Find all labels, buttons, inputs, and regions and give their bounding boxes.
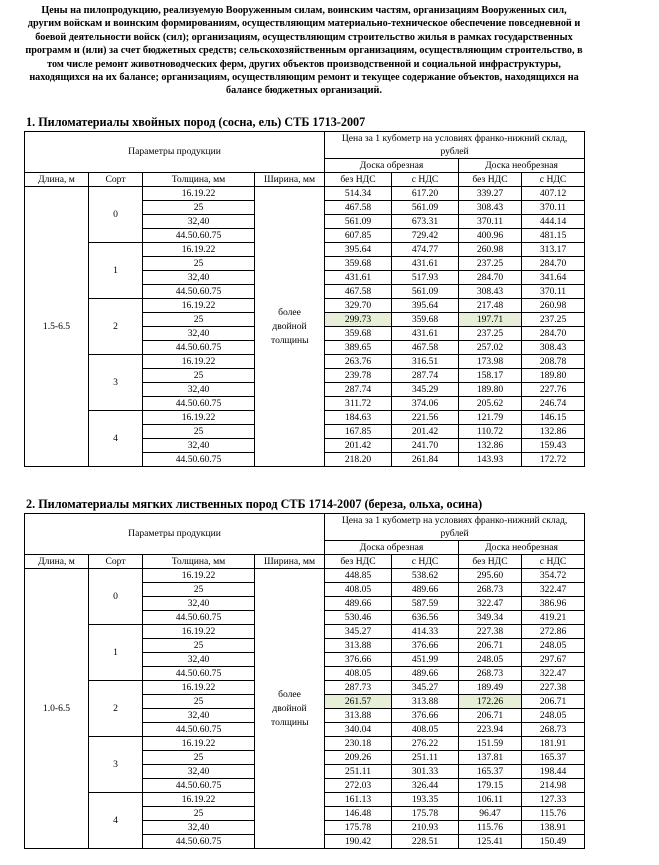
thickness-cell: 32,40: [143, 597, 255, 611]
price-cell: 227.38: [459, 625, 522, 639]
thickness-cell: 25: [143, 695, 255, 709]
edged-with-vat-header: с НДС: [392, 173, 459, 187]
length-cell: 1.5-6.5: [25, 187, 89, 467]
price-cell: 165.37: [522, 751, 585, 765]
price-cell: 206.71: [459, 639, 522, 653]
price-cell: 311.72: [325, 397, 392, 411]
thickness-cell: 44.50.60.75: [143, 397, 255, 411]
price-cell: 132.86: [522, 425, 585, 439]
price-cell: 448.85: [325, 569, 392, 583]
header-row: [25, 132, 585, 159]
price-cell: 158.17: [459, 369, 522, 383]
thickness-cell: 32,40: [143, 383, 255, 397]
thickness-cell: 32,40: [143, 765, 255, 779]
width-value: более двойной толщины: [271, 306, 309, 346]
unedged-with-vat-header: с НДС: [522, 555, 585, 569]
price-cell: 172.72: [522, 453, 585, 467]
price-cell: 165.37: [459, 765, 522, 779]
grade-cell: 3: [89, 355, 143, 411]
thickness-cell: 32,40: [143, 439, 255, 453]
price-cell: 284.70: [522, 257, 585, 271]
width-cell: [255, 569, 325, 849]
price-cell: 313.88: [325, 639, 392, 653]
grade-header: Сорт: [89, 173, 143, 187]
price-cell: 208.78: [522, 355, 585, 369]
thickness-cell: 44.50.60.75: [143, 285, 255, 299]
unedged-no-vat-header: без НДС: [459, 173, 522, 187]
edged-with-vat-header: с НДС: [392, 555, 459, 569]
grade-cell: 2: [89, 681, 143, 737]
price-cell: 241.70: [392, 439, 459, 453]
price-cell: 181.91: [522, 737, 585, 751]
price-cell: 561.09: [392, 201, 459, 215]
price-cell: 481.15: [522, 229, 585, 243]
price-cell: 673.31: [392, 215, 459, 229]
thickness-cell: 25: [143, 425, 255, 439]
price-cell: 359.68: [325, 327, 392, 341]
price-cell: 313.88: [392, 695, 459, 709]
grade-cell: 1: [89, 625, 143, 681]
price-cell: 150.49: [522, 835, 585, 849]
price-cell: 308.43: [522, 341, 585, 355]
price-cell: 370.11: [522, 285, 585, 299]
thickness-cell: 16.19.22: [143, 299, 255, 313]
price-cell: 538.62: [392, 569, 459, 583]
thickness-cell: 25: [143, 201, 255, 215]
price-cell: 395.64: [392, 299, 459, 313]
price-cell: 389.65: [325, 341, 392, 355]
price-cell: 276.22: [392, 737, 459, 751]
grade-header: Сорт: [89, 555, 143, 569]
price-cell: 340.04: [325, 723, 392, 737]
price-cell: 228.51: [392, 835, 459, 849]
price-cell: 218.20: [325, 453, 392, 467]
price-cell: 172.26: [459, 695, 522, 709]
price-cell: 313.17: [522, 243, 585, 257]
thickness-cell: 32,40: [143, 821, 255, 835]
price-cell: 248.05: [522, 639, 585, 653]
table-row: [25, 187, 585, 201]
price-cell: 173.98: [459, 355, 522, 369]
unedged-with-vat-header: с НДС: [522, 173, 585, 187]
section-1-title: 1. Пиломатериалы хвойных пород (сосна, ель) СТБ 1713-2007: [26, 115, 366, 129]
price-cell: 205.62: [459, 397, 522, 411]
price-cell: 217.48: [459, 299, 522, 313]
price-cell: 297.67: [522, 653, 585, 667]
thickness-cell: 25: [143, 369, 255, 383]
price-cell: 175.78: [325, 821, 392, 835]
grade-cell: 0: [89, 187, 143, 243]
price-cell: 407.12: [522, 187, 585, 201]
unedged-no-vat-header: без НДС: [459, 555, 522, 569]
price-cell: 431.61: [325, 271, 392, 285]
price-cell: 489.66: [392, 583, 459, 597]
price-cell: 125.41: [459, 835, 522, 849]
price-cell: 137.81: [459, 751, 522, 765]
params-header: Параметры продукции: [25, 514, 325, 555]
price-cell: 260.98: [459, 243, 522, 257]
length-cell: 1.0-6.5: [25, 569, 89, 849]
price-cell: 359.68: [392, 313, 459, 327]
thickness-cell: 16.19.22: [143, 243, 255, 257]
grade-cell: 4: [89, 793, 143, 849]
price-cell: 251.11: [325, 765, 392, 779]
unedged-board-header: Доска необрезная: [459, 159, 585, 173]
thickness-cell: 25: [143, 257, 255, 271]
price-cell: 248.05: [522, 709, 585, 723]
price-cell: 370.11: [522, 201, 585, 215]
price-cell: 339.27: [459, 187, 522, 201]
thickness-cell: 32,40: [143, 271, 255, 285]
price-cell: 209.26: [325, 751, 392, 765]
thickness-cell: 44.50.60.75: [143, 341, 255, 355]
price-cell: 260.98: [522, 299, 585, 313]
price-cell: 587.59: [392, 597, 459, 611]
price-cell: 210.93: [392, 821, 459, 835]
table-row: [25, 569, 585, 583]
thickness-cell: 44.50.60.75: [143, 453, 255, 467]
price-cell: 206.71: [522, 695, 585, 709]
price-cell: 467.58: [392, 341, 459, 355]
intro-paragraph: Цены на пилопродукцию, реализуемую Вооруженным силам, воинским частям, организациям Вооруженных сил, другим войскам и воинским формированиям, осуществляющим материально-техническое обеспечение повседневной и боевой деятельности войск (сил); организациям, осуществляющим строительство жилья в рамках государственных программ и (или) за счет бюджетных средств; сельскохозяйственным организациям, осуществляющим строительство, в том числе ремонт животноводческих ферм, других объектов производственной и социальной инфраструктуры, находящихся на их балансе; организациям, осуществляющим ремонт и текущее содержание объектов, находящихся на балансе бюджетных организаций.: [25, 5, 583, 97]
length-header: Длина, м: [25, 173, 89, 187]
price-cell: 322.47: [522, 667, 585, 681]
price-cell: 138.91: [522, 821, 585, 835]
price-cell: 326.44: [392, 779, 459, 793]
width-cell: [255, 187, 325, 467]
price-cell: 322.47: [522, 583, 585, 597]
price-cell: 227.76: [522, 383, 585, 397]
price-cell: 284.70: [459, 271, 522, 285]
price-cell: 115.76: [522, 807, 585, 821]
price-cell: 127.33: [522, 793, 585, 807]
price-cell: 193.35: [392, 793, 459, 807]
price-cell: 237.25: [459, 257, 522, 271]
price-cell: 161.13: [325, 793, 392, 807]
price-cell: 287.73: [325, 681, 392, 695]
price-cell: 237.25: [522, 313, 585, 327]
thickness-cell: 25: [143, 807, 255, 821]
price-cell: 345.27: [392, 681, 459, 695]
price-cell: 143.93: [459, 453, 522, 467]
edged-no-vat-header: без НДС: [325, 555, 392, 569]
price-cell: 261.84: [392, 453, 459, 467]
price-cell: 272.03: [325, 779, 392, 793]
price-cell: 467.58: [325, 201, 392, 215]
price-cell: 190.42: [325, 835, 392, 849]
thickness-cell: 16.19.22: [143, 411, 255, 425]
price-cell: 237.25: [459, 327, 522, 341]
header-row: [25, 514, 585, 541]
price-cell: 175.78: [392, 807, 459, 821]
price-cell: 115.76: [459, 821, 522, 835]
price-cell: 251.11: [392, 751, 459, 765]
thickness-cell: 16.19.22: [143, 737, 255, 751]
price-cell: 96.47: [459, 807, 522, 821]
price-cell: 322.47: [459, 597, 522, 611]
price-cell: 146.15: [522, 411, 585, 425]
price-cell: 179.15: [459, 779, 522, 793]
thickness-cell: 16.19.22: [143, 681, 255, 695]
price-cell: 261.57: [325, 695, 392, 709]
grade-cell: 1: [89, 243, 143, 299]
price-cell: 395.64: [325, 243, 392, 257]
thickness-cell: 44.50.60.75: [143, 723, 255, 737]
price-cell: 444.14: [522, 215, 585, 229]
thickness-cell: 32,40: [143, 653, 255, 667]
price-cell: 287.74: [392, 369, 459, 383]
grade-cell: 0: [89, 569, 143, 625]
price-cell: 110.72: [459, 425, 522, 439]
price-cell: 272.86: [522, 625, 585, 639]
price-cell: 345.29: [392, 383, 459, 397]
price-cell: 517.93: [392, 271, 459, 285]
price-table-hardwood: [24, 513, 585, 849]
price-cell: 227.38: [522, 681, 585, 695]
thickness-cell: 25: [143, 639, 255, 653]
thickness-cell: 44.50.60.75: [143, 611, 255, 625]
price-cell: 514.34: [325, 187, 392, 201]
thickness-header: Толщина, мм: [143, 555, 255, 569]
price-cell: 221.56: [392, 411, 459, 425]
price-header: Цена за 1 кубометр на условиях франко-нижний склад, рублей: [325, 514, 585, 541]
price-cell: 474.77: [392, 243, 459, 257]
price-cell: 329.70: [325, 299, 392, 313]
price-cell: 198.44: [522, 765, 585, 779]
price-cell: 316.51: [392, 355, 459, 369]
price-cell: 263.76: [325, 355, 392, 369]
price-cell: 431.61: [392, 257, 459, 271]
grade-cell: 2: [89, 299, 143, 355]
price-cell: 636.56: [392, 611, 459, 625]
price-cell: 419.21: [522, 611, 585, 625]
price-cell: 230.18: [325, 737, 392, 751]
thickness-cell: 44.50.60.75: [143, 667, 255, 681]
price-cell: 617.20: [392, 187, 459, 201]
price-cell: 268.73: [459, 583, 522, 597]
thickness-cell: 32,40: [143, 215, 255, 229]
thickness-cell: 16.19.22: [143, 569, 255, 583]
price-cell: 308.43: [459, 201, 522, 215]
thickness-cell: 44.50.60.75: [143, 835, 255, 849]
price-cell: 159.43: [522, 439, 585, 453]
price-cell: 301.33: [392, 765, 459, 779]
thickness-cell: 25: [143, 751, 255, 765]
length-header: Длина, м: [25, 555, 89, 569]
edged-no-vat-header: без НДС: [325, 173, 392, 187]
price-cell: 246.74: [522, 397, 585, 411]
price-cell: 374.06: [392, 397, 459, 411]
price-cell: 489.66: [392, 667, 459, 681]
price-cell: 359.68: [325, 257, 392, 271]
price-cell: 106.11: [459, 793, 522, 807]
thickness-cell: 16.19.22: [143, 625, 255, 639]
header-row: [25, 555, 585, 569]
price-cell: 308.43: [459, 285, 522, 299]
price-cell: 201.42: [392, 425, 459, 439]
price-cell: 376.66: [325, 653, 392, 667]
unedged-board-header: Доска необрезная: [459, 541, 585, 555]
grade-cell: 3: [89, 737, 143, 793]
width-header: Ширина, мм: [255, 173, 325, 187]
price-cell: 295.60: [459, 569, 522, 583]
price-cell: 561.09: [325, 215, 392, 229]
section-2-title: 2. Пиломатериалы мягких лиственных пород СТБ 1714-2007 (береза, ольха, осина): [26, 497, 483, 511]
price-table-softwood: [24, 131, 585, 467]
price-cell: 287.74: [325, 383, 392, 397]
thickness-cell: 16.19.22: [143, 355, 255, 369]
edged-board-header: Доска обрезная: [325, 541, 459, 555]
price-cell: 729.42: [392, 229, 459, 243]
price-cell: 489.66: [325, 597, 392, 611]
price-cell: 354.72: [522, 569, 585, 583]
price-cell: 223.94: [459, 723, 522, 737]
header-row: [25, 173, 585, 187]
price-cell: 299.73: [325, 313, 392, 327]
price-cell: 431.61: [392, 327, 459, 341]
price-cell: 146.48: [325, 807, 392, 821]
price-cell: 451.99: [392, 653, 459, 667]
params-header: Параметры продукции: [25, 132, 325, 173]
price-cell: 345.27: [325, 625, 392, 639]
price-cell: 132.86: [459, 439, 522, 453]
price-cell: 151.59: [459, 737, 522, 751]
price-cell: 530.46: [325, 611, 392, 625]
grade-cell: 4: [89, 411, 143, 467]
price-cell: 341.64: [522, 271, 585, 285]
price-cell: 607.85: [325, 229, 392, 243]
price-cell: 349.34: [459, 611, 522, 625]
price-cell: 268.73: [459, 667, 522, 681]
price-cell: 201.42: [325, 439, 392, 453]
price-cell: 370.11: [459, 215, 522, 229]
price-cell: 386.96: [522, 597, 585, 611]
price-cell: 467.58: [325, 285, 392, 299]
price-cell: 561.09: [392, 285, 459, 299]
thickness-cell: 44.50.60.75: [143, 229, 255, 243]
price-cell: 239.78: [325, 369, 392, 383]
price-cell: 313.88: [325, 709, 392, 723]
edged-board-header: Доска обрезная: [325, 159, 459, 173]
price-cell: 184.63: [325, 411, 392, 425]
width-header: Ширина, мм: [255, 555, 325, 569]
thickness-cell: 44.50.60.75: [143, 779, 255, 793]
price-cell: 268.73: [522, 723, 585, 737]
price-cell: 189.49: [459, 681, 522, 695]
price-header: Цена за 1 кубометр на условиях франко-нижний склад, рублей: [325, 132, 585, 159]
price-cell: 189.80: [459, 383, 522, 397]
price-cell: 400.96: [459, 229, 522, 243]
price-cell: 206.71: [459, 709, 522, 723]
thickness-cell: 25: [143, 313, 255, 327]
price-cell: 248.05: [459, 653, 522, 667]
price-cell: 189.80: [522, 369, 585, 383]
width-value: более двойной толщины: [271, 688, 309, 728]
price-cell: 121.79: [459, 411, 522, 425]
thickness-cell: 32,40: [143, 327, 255, 341]
price-cell: 414.33: [392, 625, 459, 639]
price-cell: 376.66: [392, 639, 459, 653]
price-cell: 376.66: [392, 709, 459, 723]
price-cell: 197.71: [459, 313, 522, 327]
price-cell: 408.05: [325, 583, 392, 597]
price-cell: 408.05: [392, 723, 459, 737]
thickness-cell: 32,40: [143, 709, 255, 723]
price-cell: 257.02: [459, 341, 522, 355]
price-cell: 214.98: [522, 779, 585, 793]
thickness-cell: 16.19.22: [143, 793, 255, 807]
thickness-cell: 16.19.22: [143, 187, 255, 201]
price-cell: 167.85: [325, 425, 392, 439]
price-cell: 284.70: [522, 327, 585, 341]
thickness-cell: 25: [143, 583, 255, 597]
thickness-header: Толщина, мм: [143, 173, 255, 187]
price-cell: 408.05: [325, 667, 392, 681]
